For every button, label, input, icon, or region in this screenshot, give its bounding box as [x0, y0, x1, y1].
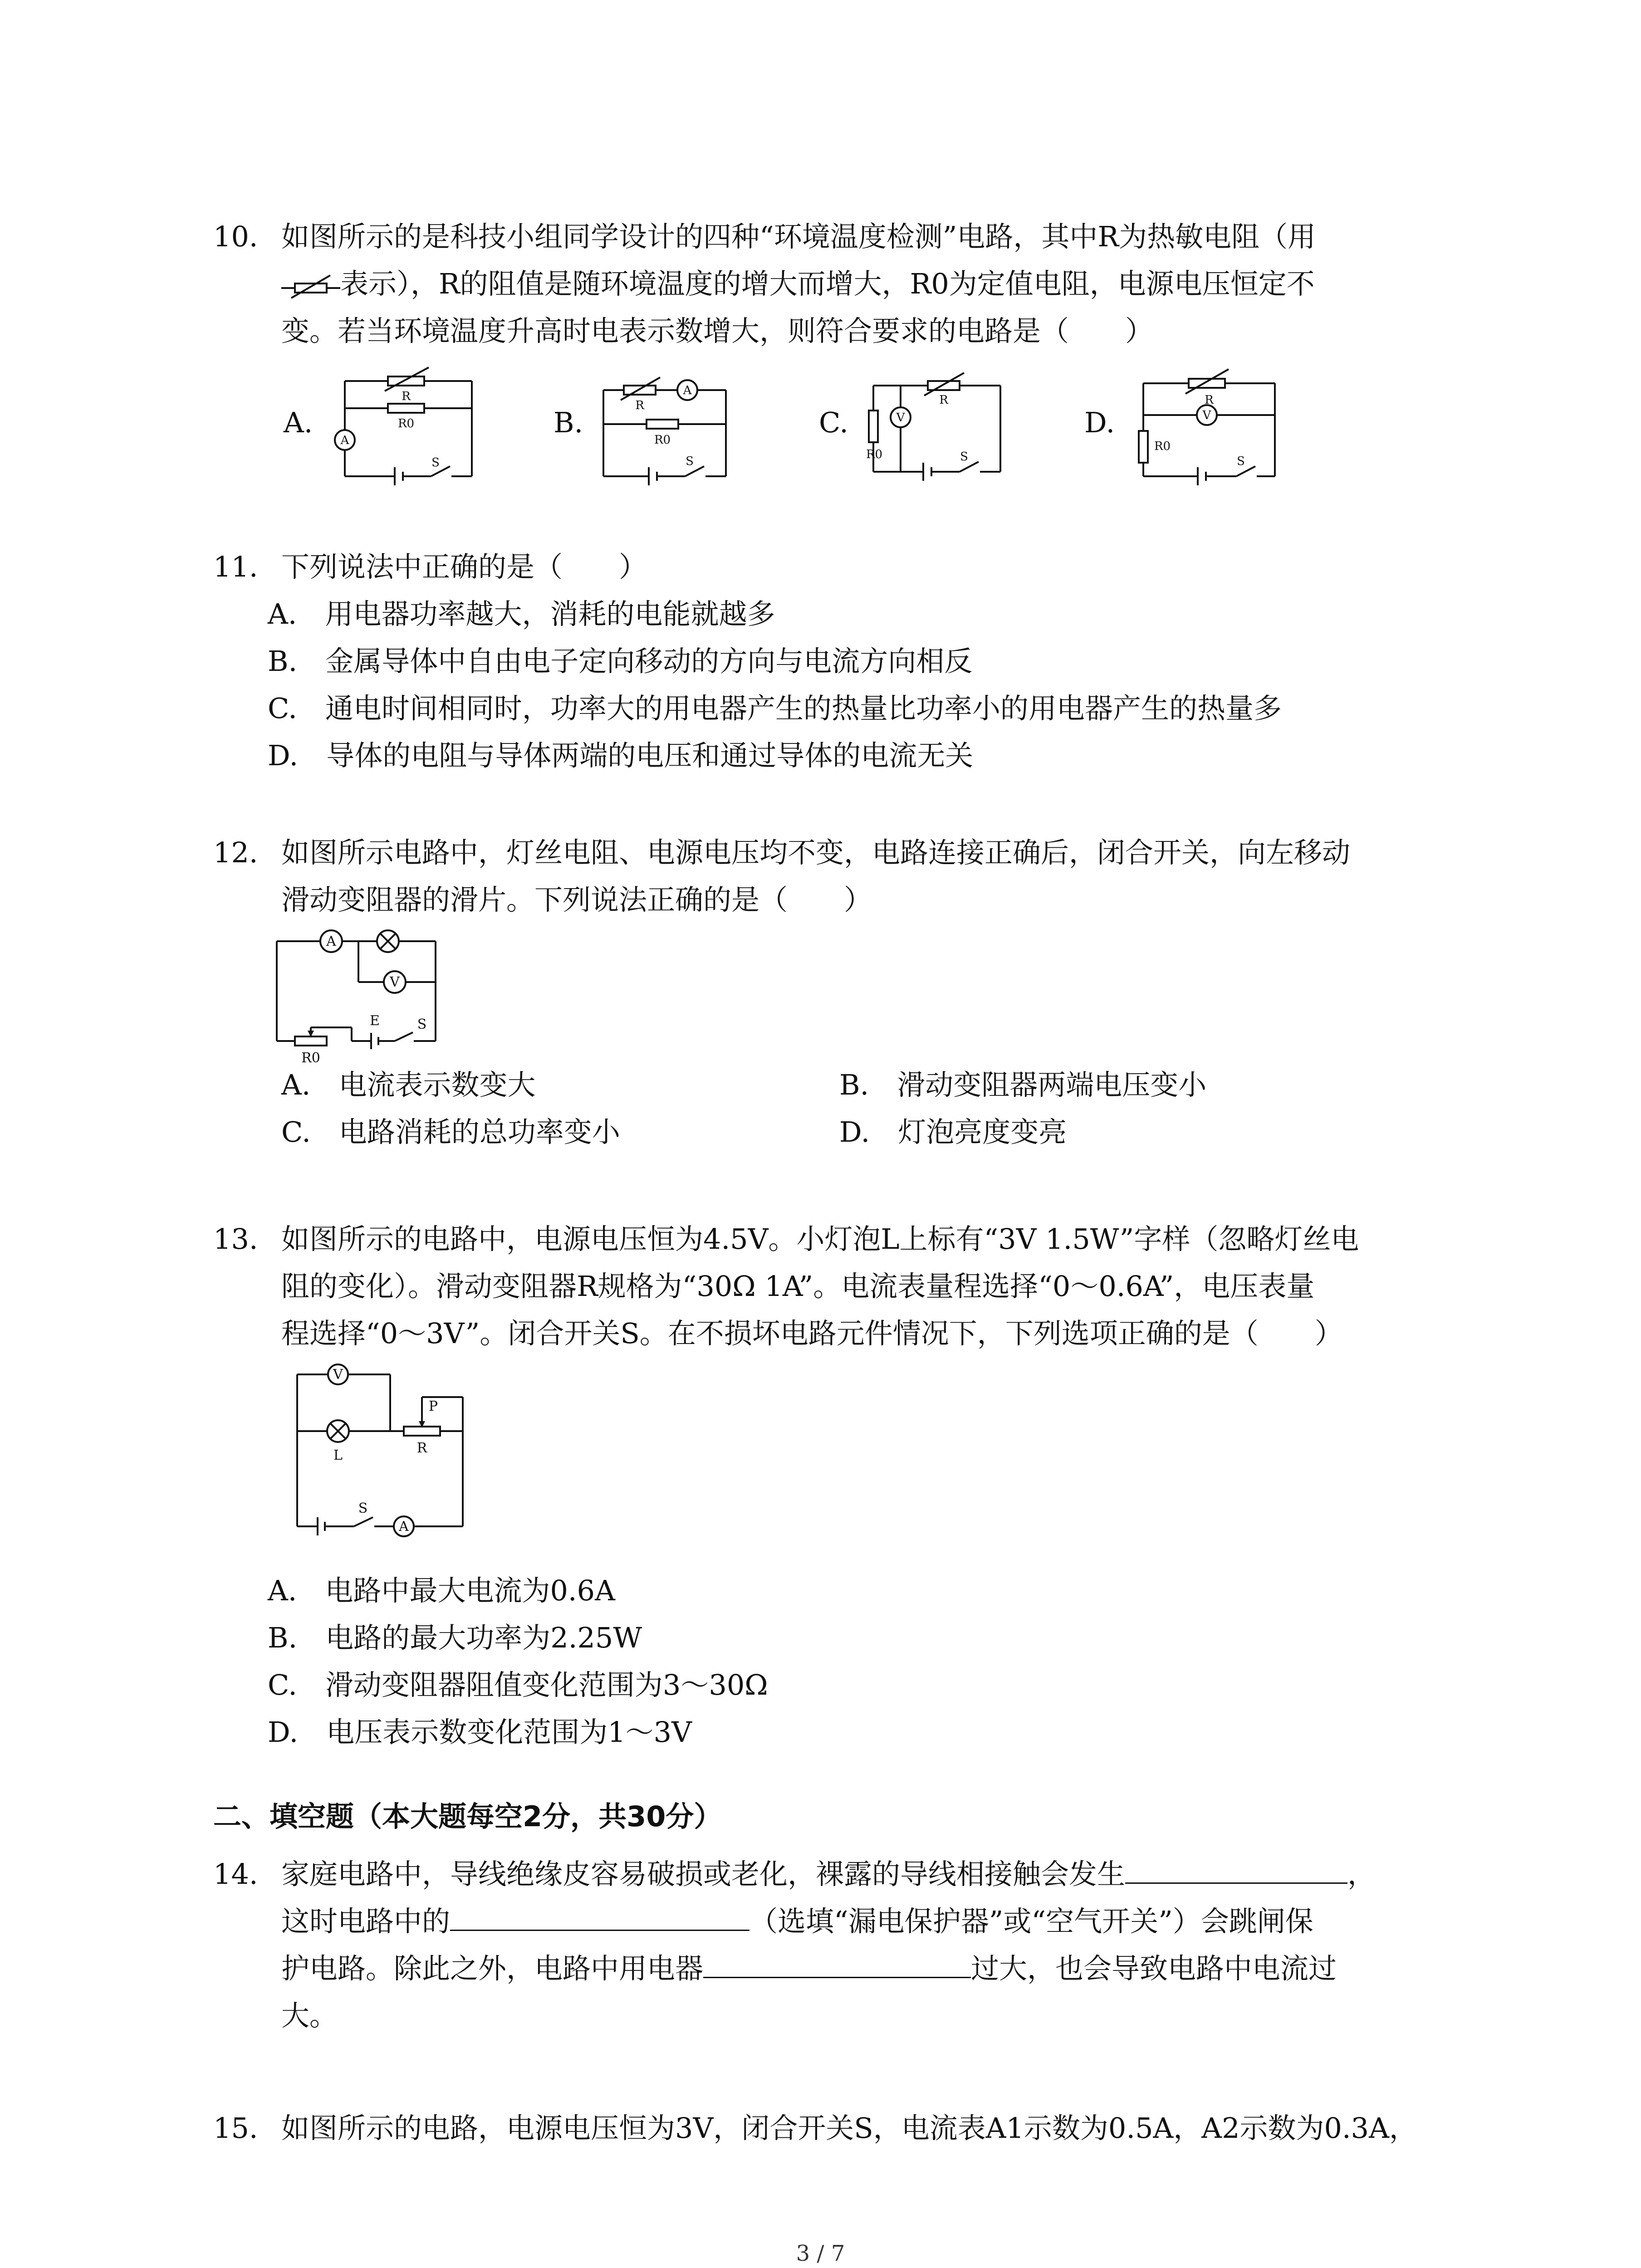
switch-label: S [417, 1017, 427, 1032]
option-label-a: A. [284, 406, 313, 439]
question-text-line: 家庭电路中，导线绝缘皮容易破损或老化，裸露的导线相接触会发生 ， [281, 1851, 1465, 1898]
section-heading: 二、填空题（本大题每空2分，共30分） [213, 1800, 722, 1833]
question-number: 10. [213, 220, 258, 253]
question-text-line: 如图所示电路中，灯丝电阻、电源电压均不变，电路连接正确后，闭合开关，向左移动 [281, 836, 1351, 869]
circuit-diagram-c [864, 358, 1009, 481]
option-c: C. 通电时间相同时，功率大的用电器产生的热量比功率小的用电器产生的热量多 [268, 692, 1282, 725]
option-b: B. 滑动变阻器两端电压变小 [839, 1068, 1207, 1101]
switch-label: S [358, 1501, 368, 1516]
question-text-line: 变。若当环境温度升高时电表示数增大，则符合要求的电路是（ ） [281, 314, 1154, 347]
question-text-line: 大。 [281, 1999, 338, 2032]
circuit-diagram-b [599, 372, 735, 485]
question-14 [213, 1851, 1465, 2039]
question-13 [213, 1216, 1465, 1357]
question-text-line: 如图所示的电路中，电源电压恒为4.5V。小灯泡L上标有“3V 1.5W”字样（忽略灯丝电 [281, 1222, 1359, 1256]
resistor-label: R0 [397, 417, 415, 430]
question-text-line: 程选择“0～3V”。闭合开关S。在不损坏电路元件情况下，下列选项正确的是（ ） [281, 1317, 1343, 1350]
svg-text:R0: R0 [1154, 440, 1171, 453]
question-number: 12. [213, 836, 258, 869]
slider-label: P [428, 1398, 438, 1414]
resistor-label: R [402, 390, 411, 403]
question-text-line: 表示），R的阻值是随环境温度的增大而增大，R0为定值电阻，电源电压恒定不 [281, 260, 1465, 308]
circuit-diagram-q13 [281, 1356, 472, 1547]
question-text-line: 护电路。除此之外，电路中用电器 过大，也会导致电路中电流过 [281, 1945, 1465, 1992]
option-label-d: D. [1084, 406, 1115, 439]
svg-text:R: R [939, 393, 948, 407]
svg-text:R0: R0 [866, 448, 883, 461]
question-15 [213, 2105, 1465, 2152]
thermistor-symbol-icon [281, 273, 340, 300]
circuit-diagram-d [1134, 363, 1284, 485]
ammeter-label: A [326, 934, 336, 949]
rheostat-label: R0 [301, 1050, 320, 1066]
svg-text:R: R [1205, 393, 1214, 407]
svg-text:A: A [683, 384, 692, 397]
question-text-line: 如图所示的电路，电源电压恒为3V，闭合开关S，电流表A1示数为0.5A，A2示数为0.3A， [281, 2112, 1417, 2145]
answer-blank-2[interactable] [450, 1900, 749, 1931]
question-text-line: 阻的变化）。滑动变阻器R规格为“30Ω 1A”。电流表量程选择“0～0.6A”，电压表量 [281, 1270, 1315, 1303]
option-b: B. 金属导体中自由电子定向移动的方向与电流方向相反 [268, 645, 973, 678]
option-label-c: C. [819, 406, 848, 439]
ammeter-label: A [340, 434, 349, 447]
circuit-diagram-a [327, 363, 481, 485]
option-d: D. 电压表示数变化范围为1～3V [268, 1716, 692, 1749]
answer-blank-3[interactable] [703, 1947, 971, 1978]
page-number: 3 / 7 [796, 2241, 845, 2266]
question-number: 14. [213, 1857, 258, 1891]
option-a: A. 电路中最大电流为0.6A [268, 1574, 615, 1607]
svg-text:S: S [686, 455, 694, 468]
question-text-line: 滑动变阻器的滑片。下列说法正确的是（ ） [281, 883, 872, 916]
svg-text:R: R [635, 399, 644, 412]
option-d: D. 导体的电阻与导体两端的电压和通过导体的电流无关 [268, 739, 974, 772]
option-c: C. 电路消耗的总功率变小 [281, 1115, 620, 1149]
question-13-options [213, 1567, 1465, 1756]
question-text-line: 如图所示的是科技小组同学设计的四种“环境温度检测”电路，其中R为热敏电阻（用 [281, 220, 1316, 253]
rheostat-label: R [416, 1440, 427, 1456]
ammeter-label: A [399, 1519, 409, 1535]
switch-label: S [431, 456, 440, 469]
question-number: 11. [213, 550, 258, 583]
question-text-line: 下列说法中正确的是（ ） [281, 550, 647, 583]
option-label-b: B. [554, 406, 583, 439]
voltmeter-label: V [333, 1367, 343, 1383]
lamp-label: L [333, 1447, 343, 1463]
answer-blank-1[interactable] [1125, 1853, 1347, 1884]
question-12 [213, 829, 1465, 924]
svg-text:V: V [896, 411, 905, 425]
svg-text:S: S [960, 450, 968, 464]
circuit-diagram-q12 [272, 925, 454, 1066]
voltmeter-label: V [390, 974, 400, 990]
option-b: B. 电路的最大功率为2.25W [268, 1621, 642, 1654]
question-text-line: 这时电路中的 （选填“漏电保护器”或“空气开关”）会跳闸保 [281, 1898, 1465, 1945]
svg-text:V: V [1202, 409, 1211, 422]
option-c: C. 滑动变阻器阻值变化范围为3～30Ω [268, 1668, 768, 1701]
svg-text:R0: R0 [654, 433, 671, 447]
option-a: A. 用电器功率越大，消耗的电能就越多 [268, 597, 775, 631]
battery-label: E [370, 1013, 380, 1029]
question-10 [213, 213, 1465, 355]
option-a: A. 电流表示数变大 [281, 1068, 536, 1101]
question-11 [213, 543, 1465, 779]
option-d: D. 灯泡亮度变亮 [839, 1115, 1067, 1149]
svg-text:S: S [1237, 455, 1245, 468]
question-number: 15. [213, 2112, 258, 2145]
question-number: 13. [213, 1222, 258, 1256]
